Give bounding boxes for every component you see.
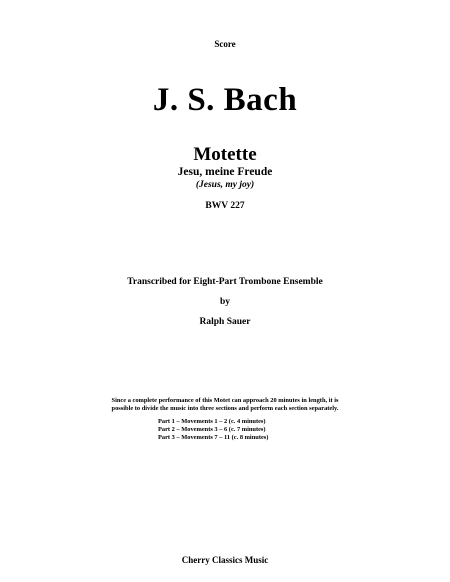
- part-item: Part 2 – Movements 3 – 6 (c. 7 minutes): [158, 426, 266, 433]
- performance-note-line: possible to divide the music into three sections and perform each section separately.: [111, 405, 339, 412]
- part-item: Part 3 – Movements 7 – 11 (c. 8 minutes): [158, 434, 269, 441]
- performance-note-line: Since a complete performance of this Motet can approach 20 minutes in length, it is: [111, 397, 339, 404]
- work-title: Motette: [193, 144, 257, 165]
- parts-list: [158, 418, 268, 442]
- score-label: Score: [214, 39, 236, 49]
- composer-name: J. S. Bach: [152, 82, 298, 118]
- performance-note: [0, 397, 450, 413]
- publisher-name: Cherry Classics Music: [181, 555, 269, 565]
- part-item: Part 1 – Movements 1 – 2 (c. 4 minutes): [158, 418, 266, 425]
- catalog-number: BWV 227: [205, 201, 245, 211]
- by-label: by: [219, 297, 231, 307]
- work-subtitle: Jesu, meine Freude: [177, 166, 273, 178]
- transcription-credit: Transcribed for Eight-Part Trombone Ensemble: [127, 277, 323, 287]
- arranger-name: Ralph Sauer: [199, 317, 251, 327]
- subtitle-translation: (Jesus, my joy): [195, 180, 255, 190]
